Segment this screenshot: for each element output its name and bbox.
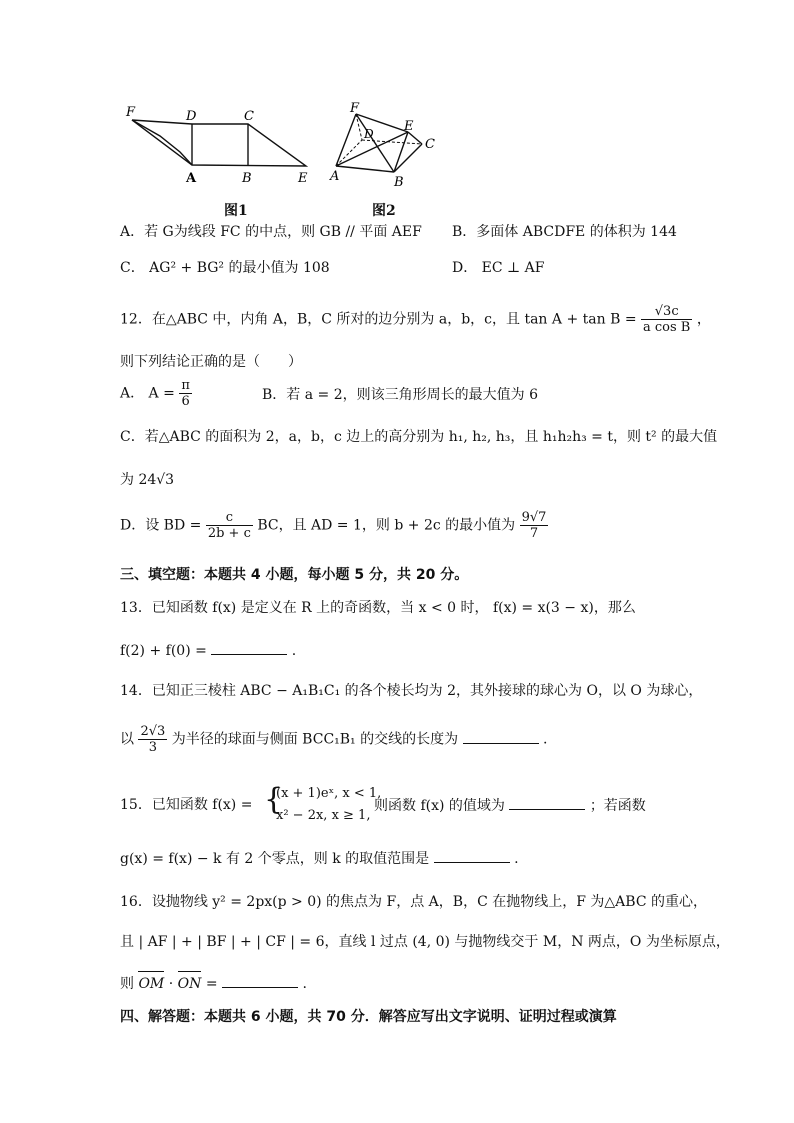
- q16-pre: 则: [120, 976, 134, 992]
- q13-expression: f(2) + f(0) =: [120, 643, 207, 659]
- q14-frac-num: 2√3: [140, 724, 166, 739]
- fig1-point-B: B: [242, 171, 252, 186]
- q15-mid-text: 则函数 f(x) 的值域为: [374, 798, 505, 814]
- q16-dot: ·: [168, 976, 174, 992]
- q12-option-d-mid: BC，且 AD = 1，则 b + 2c 的最小值为: [257, 517, 516, 534]
- fig2-point-D: D: [364, 127, 374, 141]
- q12-option-c-line1: C．若△ABC 的面积为 2，a，b，c 边上的高分别为 h₁, h₂, h₃，且 h₁h₂h₃ = t，则 t² 的最大值: [120, 429, 718, 445]
- q12-option-d-den: 2b + c: [207, 526, 251, 541]
- q15-post: ；若函数: [589, 798, 646, 814]
- q12-option-a-text: A． A =: [120, 385, 175, 402]
- q16-eq: =: [205, 976, 218, 992]
- fig2-point-F: F: [350, 101, 360, 116]
- q12-frac-num: √3c: [641, 304, 692, 320]
- q12-option-a-frac: [179, 378, 192, 409]
- q12-option-d-den2: 7: [529, 526, 539, 541]
- q14-answer-blank: [463, 729, 539, 744]
- figure-2-label: 图2: [372, 203, 396, 219]
- q16-answer-blank: [222, 973, 298, 988]
- q12-option-d-num2: 9√7: [521, 510, 547, 525]
- fig2-point-A: A: [330, 169, 340, 184]
- fig2-point-C: C: [425, 137, 435, 152]
- q12-stem-text: 12．在△ABC 中，内角 A，B，C 所对的边分别为 a，b，c，且 tan A + tan B =: [120, 311, 637, 328]
- fig1-point-C: C: [244, 109, 254, 124]
- q14-pre: 以: [120, 731, 134, 748]
- q16-vector-om: OM: [138, 976, 165, 992]
- q12-option-d-frac2: [520, 510, 549, 541]
- q15-line2-text: g(x) = f(x) − k 有 2 个零点，则 k 的取值范围是: [120, 851, 430, 867]
- q15-mid: [374, 795, 646, 816]
- q12-fraction: [641, 304, 692, 335]
- figure-1-label: 图1: [224, 203, 248, 219]
- section-4-heading: 四、解答题：本题共 6 小题，共 70 分．解答应写出文字说明、证明过程或演算: [120, 1009, 617, 1025]
- q14-post: 为半径的球面与侧面 BCC₁B₁ 的交线的长度为: [171, 731, 459, 748]
- figure-1: [120, 100, 320, 190]
- q14-line2: [120, 724, 547, 755]
- q15-pre: 15．已知函数 f(x) =: [120, 797, 253, 813]
- fig2-point-B: B: [394, 175, 404, 190]
- fig2-point-E: E: [404, 119, 414, 134]
- fig1-point-E: E: [298, 171, 308, 186]
- q15-line2: [120, 848, 519, 869]
- q11-option-a: A．若 G为线段 FC 的中点，则 GB // 平面 AEF: [120, 224, 422, 240]
- q11-option-c: C． AG² + BG² 的最小值为 108: [120, 260, 330, 276]
- q16-line1: 16．设抛物线 y² = 2px(p > 0) 的焦点为 F，点 A，B，C 在抛物线上，F 为△ABC 的重心，: [120, 894, 707, 910]
- q12-prompt: 则下列结论正确的是（ ）: [120, 354, 302, 370]
- q16-line3: [120, 973, 307, 994]
- q11-option-d: D． EC ⊥ AF: [452, 260, 545, 276]
- fig1-point-F: F: [126, 105, 136, 120]
- q12-option-a: [120, 378, 192, 409]
- q14-frac: [138, 724, 167, 755]
- figure-2: [328, 100, 448, 190]
- q12-option-a-num: π: [181, 378, 190, 393]
- q15-answer-blank-2: [434, 848, 510, 863]
- q15-case2: x² − 2x, x ≥ 1,: [276, 808, 371, 823]
- section-3-heading: 三、填空题：本题共 4 小题，每小题 5 分，共 20 分。: [120, 567, 469, 583]
- q12-stem-end: ，: [696, 311, 711, 328]
- q15-brace: {: [264, 782, 284, 817]
- q15-case1: (x + 1)eˣ, x < 1,: [276, 786, 382, 801]
- q14-frac-den: 3: [148, 740, 157, 755]
- q16-vector-on: ON: [177, 976, 202, 992]
- q16-line2: 且 | AF | + | BF | + | CF | = 6，直线 l 过点 (4, 0) 与抛物线交于 M，N 两点，O 为坐标原点，: [120, 934, 730, 950]
- q14-end: .: [543, 731, 548, 748]
- q12-frac-den: a cos B: [643, 320, 691, 335]
- q12-option-c-line2: 为 24√3: [120, 472, 175, 488]
- fig1-point-D: D: [186, 109, 197, 124]
- q12-option-d-frac: [206, 510, 253, 541]
- q15-end: .: [514, 851, 519, 867]
- q13-line1: 13．已知函数 f(x) 是定义在 R 上的奇函数，当 x < 0 时， f(x) = x(3 − x)，那么: [120, 600, 636, 616]
- q15-answer-blank-1: [509, 795, 585, 810]
- q11-option-b: B．多面体 ABCDFE 的体积为 144: [452, 224, 677, 240]
- q13-answer-blank: [211, 640, 287, 655]
- q12-stem: [120, 304, 711, 335]
- q12-option-d-pre: D．设 BD =: [120, 517, 202, 534]
- fig1-point-A: A: [186, 171, 197, 186]
- q12-option-b: B．若 a = 2，则该三角形周长的最大值为 6: [262, 387, 538, 403]
- q12-option-d: [120, 510, 548, 541]
- q12-option-a-den: 6: [181, 394, 190, 409]
- q16-end: .: [302, 976, 307, 992]
- q13-line2: [120, 640, 296, 661]
- q14-line1: 14．已知正三棱柱 ABC − A₁B₁C₁ 的各个棱长均为 2，其外接球的球心为 O，以 O 为球心，: [120, 683, 703, 699]
- q12-option-d-num: c: [206, 510, 253, 526]
- q13-end: .: [291, 643, 297, 659]
